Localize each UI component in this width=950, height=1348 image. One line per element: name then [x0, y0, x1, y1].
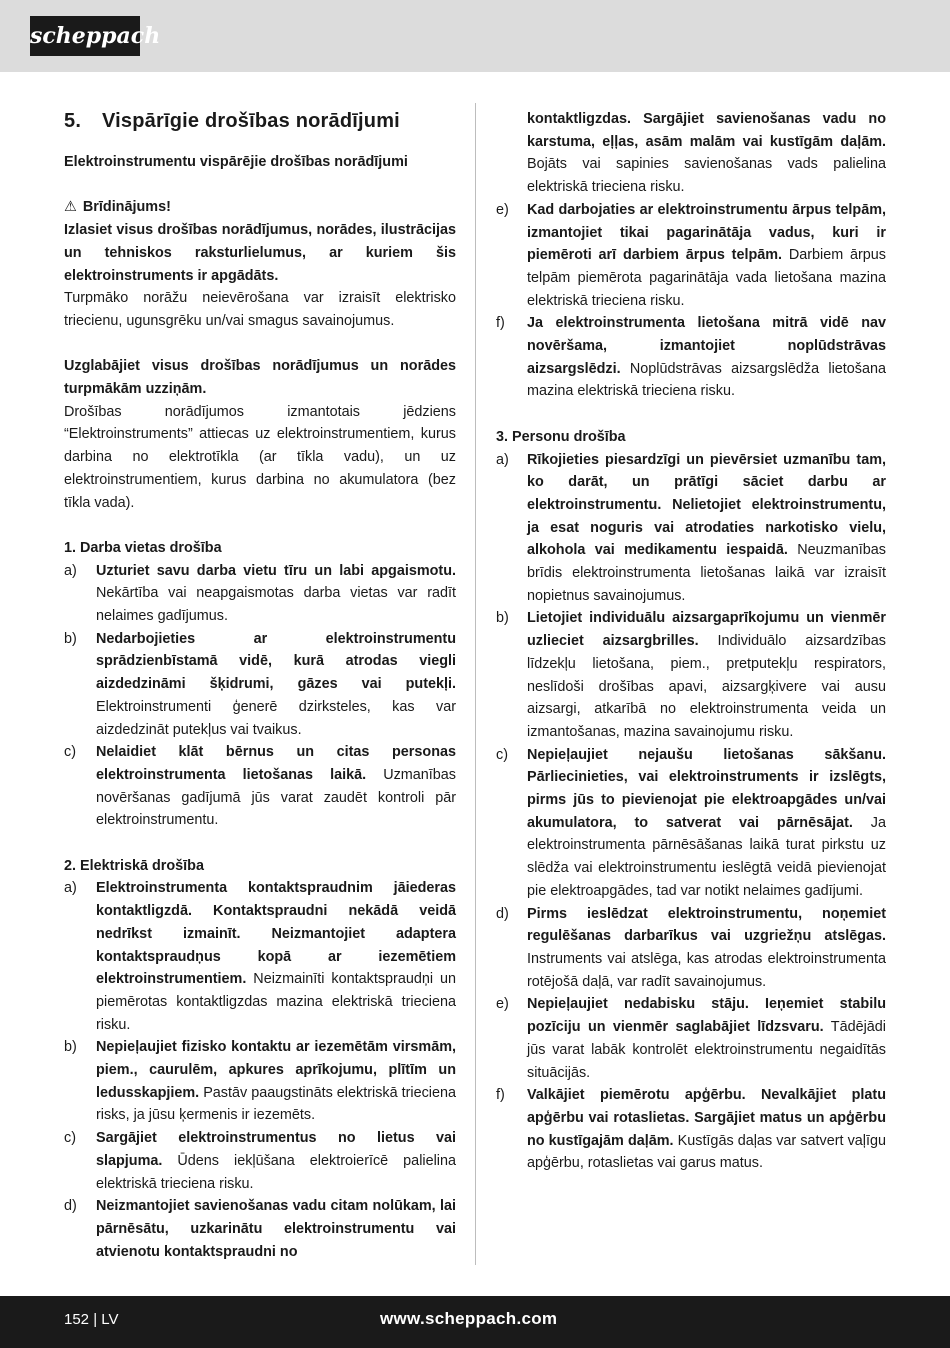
warning-icon: ⚠	[64, 199, 77, 216]
item-label: a)	[64, 880, 77, 897]
item-bold: Rīkojieties piesardzīgi un pievērsiet uzmanību tam, ko darāt, un prātīgi sāciet darbu ar elektroinstrumentu. Nelietojiet elektroinstrumentu, ja esat noguris vai atrodaties narkotisko vielu, alkohola vai medikamentu iespaidā.	[527, 451, 886, 559]
list-item	[496, 199, 886, 313]
section-number: 5.	[64, 110, 82, 132]
s1-title: 1. Darba vietas drošība	[64, 539, 222, 556]
left-column	[64, 108, 456, 1263]
brand-logo: scheppach	[30, 16, 140, 56]
item-text: Ja elektroinstrumenta pārnēsāšanas laikā turat pirkstu uz slēdža vai elektroinstrumentu ieslēgtā veidā pievienojat pie elektroapgādes, tad var notikt nelaimes gadījumi.	[527, 814, 886, 899]
s3-title: 3. Personu drošība	[496, 428, 626, 445]
item-label: d)	[64, 1198, 77, 1215]
item-label: d)	[496, 905, 509, 922]
s2-title: 2. Elektriskā drošība	[64, 857, 204, 874]
item-bold: Valkājiet piemērotu apģērbu. Nevalkājiet platu apģērbu vai rotaslietas. Sargājiet matus un apģērbu no kustīgajām daļām.	[527, 1087, 886, 1149]
list-item	[496, 312, 886, 403]
item-label: b)	[64, 1039, 77, 1056]
list-item	[64, 1036, 456, 1127]
item-bold: Nelaidiet klāt bērnus un citas personas elektroinstrumenta lietošanas laikā.	[96, 744, 456, 783]
item-label: c)	[496, 746, 508, 763]
item-bold: Sargājiet elektroinstrumentus no lietus vai slapjuma.	[96, 1130, 456, 1169]
list-item	[64, 560, 456, 628]
list-item	[64, 628, 456, 742]
item-text: Bojāts vai sapinies savienošanas vads palielina elektriskā trieciena risku.	[527, 156, 886, 196]
item-bold: Kad darbojaties ar elektroinstrumentu ārpus telpām, izmantojiet tikai pagarinātāja vadus, kuri ir piemēroti arī darbiem ārpus telpām.	[527, 201, 886, 264]
item-text: Kustīgās daļas var satvert vaļīgu apģērbu, rotaslietas vai garus matus.	[527, 1132, 886, 1172]
item-text: Nekārtība vai neapgaismotas darba vietas var radīt nelaimes gadījumus.	[96, 585, 456, 625]
list-item	[496, 1084, 886, 1175]
item-bold: Nepieļaujiet fizisko kontaktu ar iezemētām virsmām, piem., caurulēm, apkures aprīkojumu, plītīm un ledusskapjiem.	[96, 1039, 456, 1101]
website-link[interactable]: www.scheppach.com	[380, 1309, 558, 1328]
right-column	[496, 108, 886, 1175]
item-bold: Pirms ieslēdzat elektroinstrumentu, noņemiet regulēšanas darbarīkus vai uzgriežņu atslēgas.	[527, 905, 886, 945]
warning-label-line	[64, 196, 456, 219]
item-bold: Elektroinstrumenta kontaktspraudnim jāiederas kontaktligzdā. Kontaktspraudni nekādā veidā nedrīkst izmainīt. Neizmantojiet adaptera kontaktspraudņus kopā ar iezemētiem elektroinstrumentiem.	[96, 880, 456, 988]
list-item	[496, 744, 886, 903]
item-text: Uzmanības novēršanas gadījumā jūs varat zaudēt kontroli pār elektroinstrumentu.	[96, 766, 456, 829]
item-text: Ūdens iekļūšana elektroierīcē palielina elektriskā trieciena risku.	[96, 1152, 456, 1192]
item-text: Instruments vai atslēga, kas atrodas elektroinstrumenta rotējošā daļā, var radīt savainojumus.	[527, 951, 886, 990]
s2-list-continued	[496, 199, 886, 403]
item-bold: Nedarbojieties ar elektroinstrumentu sprādzienbīstamā vidē, kurā atrodas viegli aizdedzināmi šķidrumi, gāzes vai putekļi.	[96, 630, 456, 693]
s3-list	[496, 449, 886, 1176]
item-label: e)	[496, 996, 509, 1013]
item-text: Individuālo aizsardzības līdzekļu lietošana, piem., pretputekļu respirators, neslīdoši drošības apavi, aizsargķivere vai ausu aizsargi, atkarībā no elektroinstrumenta veida un izmantošanas, mazina savainojumu risku.	[527, 633, 887, 740]
item-text: Noplūdstrāvas aizsargslēdža lietošana mazina elektriskā trieciena risku.	[527, 360, 886, 400]
item-bold: Uzturiet savu darba vietu tīru un labi apgaismotu.	[96, 562, 456, 579]
item-bold: Lietojiet individuālu aizsargaprīkojumu un vienmēr uzlieciet aizsargbrilles.	[527, 610, 886, 650]
item-text: Neuzmanības brīdis elektroinstrumenta lietošanas laikā var izraisīt nopietnus savainojumus.	[527, 542, 886, 604]
item-label: f)	[496, 1087, 505, 1104]
page-indicator: 152 | LV	[64, 1311, 119, 1328]
item-text: Neizmainīti kontaktspraudņi un piemērotas kontaktligzdas mazina elektriskā trieciena risku.	[96, 971, 456, 1033]
language-code: LV	[101, 1311, 119, 1328]
warning-bold: Izlasiet visus drošības norādījumus, norādes, ilustrācijas un tehniskos raksturlielumus, ar kuriem šis elektroinstruments ir apgādāts.	[64, 222, 456, 284]
item-label: b)	[64, 630, 77, 647]
item-label: c)	[64, 1130, 76, 1147]
keep-instructions-text: Drošības norādījumos izmantotais jēdziens “Elektroinstruments” attiecas uz elektroinstrumentiem, kurus darbina no elektrotīkla (ar tīkla vadu), un uz elektroinstrumentiem, kurus darbina no akumulatora (bez tīkla vada).	[64, 403, 456, 511]
item-label: a)	[496, 451, 509, 468]
warning-label: Brīdinājums!	[82, 199, 171, 216]
list-item	[64, 877, 456, 1036]
s1-list	[64, 560, 456, 832]
subtitle: Elektroinstrumentu vispārējie drošības norādījumi	[64, 154, 408, 170]
item-bold: Ja elektroinstrumenta lietošana mitrā vidē nav novēršama, izmantojiet noplūdstrāvas aizsargslēdzi.	[527, 315, 886, 377]
warning-text: Turpmāko norāžu neievērošana var izraisīt elektrisko triecienu, ugunsgrēku un/vai smagus savainojumus.	[64, 290, 456, 329]
item-text: Pastāv paaugstināts elektriskā trieciena risks, ja jūsu ķermenis ir iezemēts.	[96, 1084, 456, 1124]
page-number: 152	[64, 1311, 90, 1328]
list-item	[64, 1127, 456, 1195]
item-bold: Nepieļaujiet nejaušu lietošanas sākšanu. Pārliecinieties, vai elektroinstruments ir izslēgts, pirms jūs to pievienojat pie elektroapgādes un/vai akumulatora, to satverat vai pārnēsājat.	[527, 746, 886, 831]
list-item	[64, 741, 456, 832]
item-bold: Neizmantojiet savienošanas vadu citam nolūkam, lai pārnēsātu, uzkarinātu elektroinstrumentu vai atvienotu kontaktspraudni no	[96, 1198, 456, 1260]
s2-list	[64, 877, 456, 1263]
section-heading	[64, 108, 456, 134]
item-bold: kontaktligzdas. Sargājiet savienošanas vadu no karstuma, eļļas, asām malām vai kustīgām daļām.	[527, 111, 886, 150]
item-label: e)	[496, 201, 509, 218]
list-item	[64, 1195, 456, 1263]
item-label: b)	[496, 610, 509, 627]
item-text: Tādējādi jūs varat labāk kontrolēt elektroinstrumentu negaidītās situācijās.	[527, 1019, 886, 1081]
column-divider	[475, 103, 476, 1265]
footer-bar	[0, 1296, 950, 1348]
keep-instructions-bold: Uzglabājiet visus drošības norādījumus un norādes turpmākām uzziņām.	[64, 358, 456, 397]
item-label: f)	[496, 315, 505, 332]
list-item	[496, 993, 886, 1084]
item-label: c)	[64, 744, 76, 761]
list-item	[496, 607, 886, 743]
list-item	[496, 449, 886, 608]
list-item	[496, 903, 886, 994]
item-text: Elektroinstrumenti ģenerē dzirksteles, kas var aizdedzināt putekļus vai tvaikus.	[96, 698, 456, 738]
item-label: a)	[64, 562, 77, 579]
continued-item	[496, 108, 886, 199]
item-text: Darbiem ārpus telpām piemērota pagarinātāja vada lietošana mazina elektriskā trieciena risku.	[527, 247, 887, 309]
item-bold: Nepieļaujiet nedabisku stāju. Ieņemiet stabilu pozīciju un vienmēr saglabājiet līdzsvaru.	[527, 996, 886, 1036]
section-title: Vispārīgie drošības norādījumi	[102, 110, 400, 132]
